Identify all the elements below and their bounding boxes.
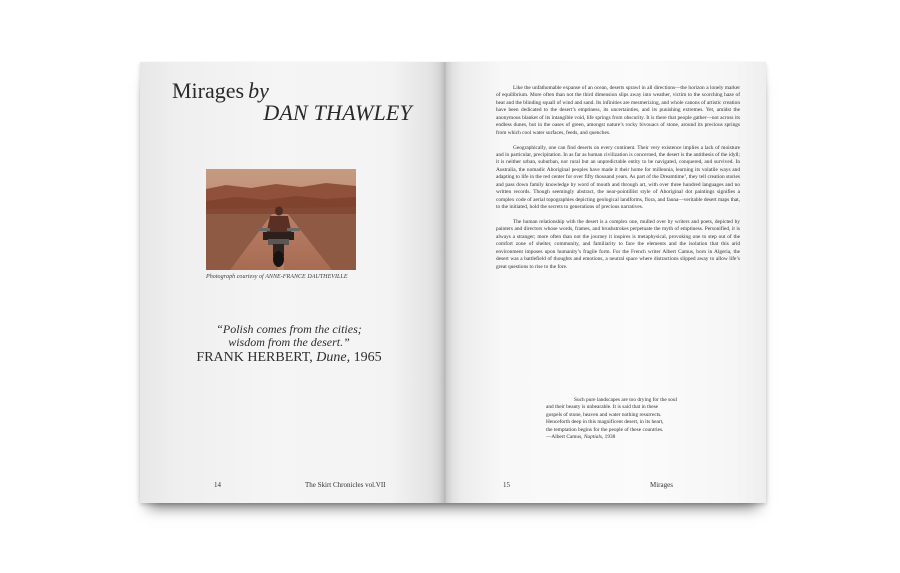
title-main: Mirages bbox=[172, 78, 245, 103]
body-paragraph-2-part-1: Geographically, one can find deserts on every continent. Their very existence implies a lack of moisture and in particular, precipitation. In as far as human civilization is concerned, the desert is the antithesis of the idyll; it is neither urban, suburban, nor rural but an unpredictable entity to be navigated, conquered, and survived. In Australia, the nomadic Aboriginal peoples have made it their home for millennia, learning its volatile ways and adapting to life in the red center for over fifty thousand years. As part of the Dreamtime bbox=[496, 144, 740, 181]
excerpt-attribution bbox=[546, 434, 716, 441]
title-line-1 bbox=[172, 80, 412, 102]
magazine-spread bbox=[140, 62, 766, 503]
spine-shadow bbox=[438, 62, 452, 503]
photo-caption bbox=[206, 274, 366, 280]
body-paragraph-1: Like the unfathomable expanse of an ocean, deserts sprawl in all directions—the horizon a lonely marker of equilibrium. More often than not the third dimension slips away into weather, victim to the scorching haze of heat and the blinding squall of wind and sand. Its infinities are mesmerizing, and whole canons of artistic creation have been dedicated to the desert’s emptiness, its uncertainties, and its punishing extremes. Yet, amidst the anonymous blanket of its intangible void, life springs from obscurity. It is there that people gather—not across its endless dunes, but in the oases of green, amongst nature’s rocky bivouacs of stone, around its precious springs from which cool water surfaces, feeds, and quenches. bbox=[496, 85, 740, 136]
motorcycle-photo bbox=[206, 169, 356, 270]
excerpt-work: Nuptials bbox=[583, 434, 602, 441]
epigraph-line-1: “Polish comes from the cities; bbox=[216, 322, 362, 336]
right-page-number: 15 bbox=[503, 481, 510, 489]
left-page-number: 14 bbox=[214, 481, 221, 489]
epigraph-work: Dune bbox=[316, 350, 347, 365]
body-paragraph-2-part-2: , they tell creation stories and pass down family knowledge by word of mouth and through art, with over three hundred languages and no written records. Though seemingly abstract, the near-pointillist style of Aboriginal dot paintings signifies a complex code of aerial topographies depicting geological landforms, flora, and fauna—veritable desert maps that, to the initiated, hold the secrets to generations of precious narratives. bbox=[496, 174, 740, 211]
excerpt-line-4: Henceforth deep in this magnificent desert, in its heart, bbox=[546, 419, 664, 426]
epigraph bbox=[184, 323, 394, 365]
epigraph-year: , 1965 bbox=[346, 350, 382, 365]
photo-illustration bbox=[206, 169, 356, 270]
title-by: by bbox=[248, 78, 269, 103]
camus-excerpt bbox=[546, 397, 716, 442]
left-page bbox=[140, 62, 445, 503]
body-paragraph-3: The human relationship with the desert is a complex one, mulled over by writers and poets, depicted by painters and directors whose words, frames, and brushstrokes perpetuate the myth of emptiness. Personified, it is always a stranger; more often than not the journey it inspires is metaphysical, provoking one to step out of the comfort zone of shelter, community, and familiarity to face the elements and the isolation that this arid environment imposes upon humanity’s fragile form. For the French writer Albert Camus, born in Algeria, the desert was a battlefield of thoughts and emotions, a neutral space where distractions slipped away to allow life’s great questions to rise to the fore. bbox=[496, 219, 740, 270]
article-title bbox=[172, 80, 412, 124]
excerpt-line-3: gospels of stone, heaven and water nothing resurrects. bbox=[546, 411, 662, 418]
epigraph-author: FRANK HERBERT, bbox=[196, 350, 313, 365]
footnote-marker: 1 bbox=[684, 173, 686, 178]
epigraph-line-2: wisdom from the desert.” bbox=[228, 335, 350, 349]
excerpt-line-5: the temptation begins for the people of these countries. bbox=[546, 426, 664, 433]
publication-name: The Skirt Chronicles vol.VII bbox=[305, 481, 386, 489]
photo-credit: ANNE-FRANCE DAUTHEVILLE bbox=[265, 274, 348, 280]
excerpt-attribution-prefix: —Albert Camus, bbox=[546, 434, 584, 441]
article-body bbox=[496, 85, 740, 279]
excerpt-line-1: Such pure landscapes are too drying for the soul bbox=[574, 397, 677, 403]
epigraph-attribution bbox=[184, 350, 394, 365]
right-page bbox=[445, 62, 766, 503]
excerpt-year: , 1938 bbox=[601, 434, 616, 441]
title-author: DAN THAWLEY bbox=[263, 100, 412, 125]
photo-caption-prefix: Photograph courtesy of bbox=[206, 274, 264, 280]
section-name: Mirages bbox=[650, 481, 673, 489]
body-paragraph-2 bbox=[496, 145, 740, 212]
excerpt-line-2: and their beauty is unbearable. It is said that in these bbox=[546, 404, 659, 411]
